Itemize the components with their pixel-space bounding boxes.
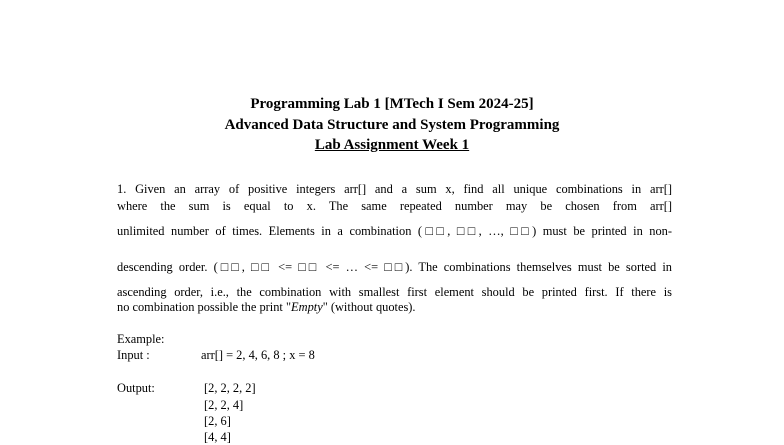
input-label: Input : <box>117 348 150 362</box>
problem-line-6 <box>117 299 672 315</box>
problem-line-5: ascending order, i.e., the combination with smallest first element should be printed first. If there is <box>117 285 672 299</box>
input-value: arr[] = 2, 4, 6, 8 ; x = 8 <box>201 348 315 362</box>
problem-line-4: descending order. (□□, □□ <= □□ <= … <= □□). The combinations themselves must be sorted in <box>117 260 672 274</box>
output-line: [4, 4] <box>204 430 231 444</box>
problem-line-1: 1. Given an array of positive integers arr[] and a sum x, find all unique combinations in arr[] <box>117 182 672 196</box>
example-label: Example: <box>117 332 165 346</box>
problem-line-2: where the sum is equal to x. The same repeated number may be chosen from arr[] <box>117 199 672 213</box>
title-line-2: Advanced Data Structure and System Programming <box>224 117 560 133</box>
problem-line-6-prefix: no combination possible the print " <box>117 300 292 314</box>
output-line: [2, 6] <box>204 414 231 428</box>
output-line: [2, 2, 2, 2] <box>204 381 256 395</box>
output-label: Output: <box>117 381 155 395</box>
output-line: [2, 2, 4] <box>204 398 244 412</box>
title-line-1: Programming Lab 1 [MTech I Sem 2024-25] <box>250 96 534 112</box>
problem-line-3: unlimited number of times. Elements in a combination (□□, □□, …, □□) must be printed in non- <box>117 224 672 238</box>
problem-line-6-suffix: " (without quotes). <box>322 300 416 314</box>
empty-keyword: Empty <box>291 300 323 314</box>
title-line-3: Lab Assignment Week 1 <box>314 137 470 153</box>
